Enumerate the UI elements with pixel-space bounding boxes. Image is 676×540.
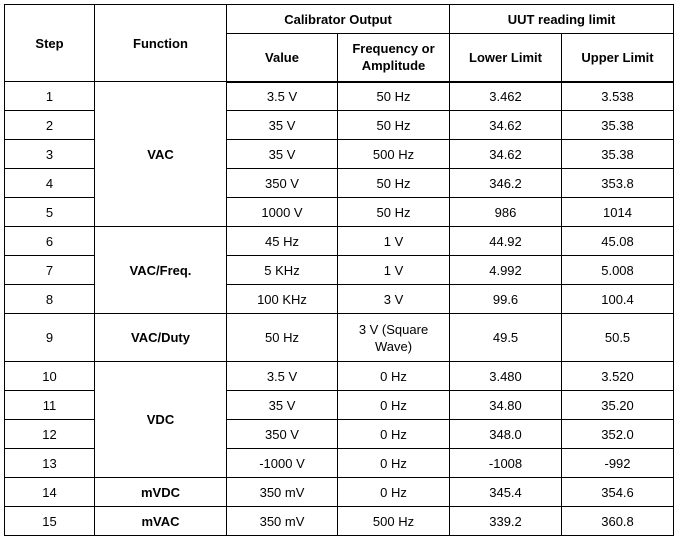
cell-step: 12 (5, 420, 95, 449)
cell-lower-limit: 345.4 (450, 478, 562, 507)
cell-freq-amp: 50 Hz (338, 198, 450, 227)
cell-step: 11 (5, 391, 95, 420)
cell-function: VAC/Duty (95, 314, 227, 362)
cell-lower-limit: -1008 (450, 449, 562, 478)
cell-upper-limit: 35.20 (562, 391, 674, 420)
cell-freq-amp: 3 V (338, 285, 450, 314)
cell-function: mVDC (95, 478, 227, 507)
cell-freq-amp: 500 Hz (338, 507, 450, 536)
cell-freq-amp: 0 Hz (338, 420, 450, 449)
cell-step: 15 (5, 507, 95, 536)
cell-lower-limit: 986 (450, 198, 562, 227)
cell-freq-amp: 500 Hz (338, 140, 450, 169)
cell-value: 1000 V (227, 198, 338, 227)
cell-value: 45 Hz (227, 227, 338, 256)
cell-upper-limit: 354.6 (562, 478, 674, 507)
cell-value: -1000 V (227, 449, 338, 478)
table-row (5, 82, 674, 111)
table-row (5, 507, 674, 536)
cell-upper-limit: 35.38 (562, 111, 674, 140)
cell-step: 9 (5, 314, 95, 362)
cell-freq-amp: 1 V (338, 256, 450, 285)
cell-freq-amp: 0 Hz (338, 449, 450, 478)
cell-freq-amp: 50 Hz (338, 111, 450, 140)
cell-upper-limit: 3.538 (562, 82, 674, 111)
cell-step: 3 (5, 140, 95, 169)
header-calibrator-output: Calibrator Output (227, 5, 450, 34)
cell-value: 35 V (227, 111, 338, 140)
cell-value: 350 mV (227, 507, 338, 536)
cell-lower-limit: 34.80 (450, 391, 562, 420)
cell-lower-limit: 3.462 (450, 82, 562, 111)
cell-value: 100 KHz (227, 285, 338, 314)
cell-value: 50 Hz (227, 314, 338, 362)
cell-value: 350 V (227, 420, 338, 449)
cell-freq-amp: 0 Hz (338, 478, 450, 507)
cell-step: 8 (5, 285, 95, 314)
cell-upper-limit: 3.520 (562, 362, 674, 391)
table-row (5, 314, 674, 362)
cell-freq-amp: 3 V (Square Wave) (338, 314, 450, 362)
cell-upper-limit: 100.4 (562, 285, 674, 314)
header-value: Value (227, 34, 338, 82)
cell-value: 5 KHz (227, 256, 338, 285)
cell-function: mVAC (95, 507, 227, 536)
header-uut-reading-limit: UUT reading limit (450, 5, 674, 34)
cell-lower-limit: 34.62 (450, 111, 562, 140)
cell-value: 3.5 V (227, 362, 338, 391)
cell-value: 350 mV (227, 478, 338, 507)
cell-upper-limit: 353.8 (562, 169, 674, 198)
cell-step: 2 (5, 111, 95, 140)
cell-step: 4 (5, 169, 95, 198)
cell-step: 14 (5, 478, 95, 507)
cell-upper-limit: -992 (562, 449, 674, 478)
cell-value: 350 V (227, 169, 338, 198)
cell-freq-amp: 50 Hz (338, 169, 450, 198)
header-frequency-or-amplitude: Frequency or Amplitude (338, 34, 450, 82)
cell-lower-limit: 348.0 (450, 420, 562, 449)
calibration-table (4, 4, 674, 536)
header-step: Step (5, 5, 95, 82)
cell-upper-limit: 352.0 (562, 420, 674, 449)
table-row (5, 478, 674, 507)
cell-value: 35 V (227, 391, 338, 420)
header-function: Function (95, 5, 227, 82)
cell-step: 5 (5, 198, 95, 227)
table-row (5, 227, 674, 256)
cell-upper-limit: 5.008 (562, 256, 674, 285)
cell-freq-amp: 50 Hz (338, 82, 450, 111)
header-lower-limit: Lower Limit (450, 34, 562, 82)
cell-step: 10 (5, 362, 95, 391)
cell-lower-limit: 3.480 (450, 362, 562, 391)
cell-upper-limit: 360.8 (562, 507, 674, 536)
cell-upper-limit: 35.38 (562, 140, 674, 169)
cell-function: VDC (95, 362, 227, 478)
cell-function: VAC/Freq. (95, 227, 227, 314)
cell-lower-limit: 49.5 (450, 314, 562, 362)
cell-freq-amp: 1 V (338, 227, 450, 256)
cell-value: 35 V (227, 140, 338, 169)
cell-step: 13 (5, 449, 95, 478)
table-row (5, 362, 674, 391)
cell-freq-amp: 0 Hz (338, 362, 450, 391)
cell-upper-limit: 50.5 (562, 314, 674, 362)
cell-value: 3.5 V (227, 82, 338, 111)
cell-upper-limit: 45.08 (562, 227, 674, 256)
cell-step: 6 (5, 227, 95, 256)
cell-freq-amp: 0 Hz (338, 391, 450, 420)
cell-function: VAC (95, 82, 227, 227)
cell-lower-limit: 34.62 (450, 140, 562, 169)
header-upper-limit: Upper Limit (562, 34, 674, 82)
cell-lower-limit: 4.992 (450, 256, 562, 285)
cell-upper-limit: 1014 (562, 198, 674, 227)
cell-lower-limit: 44.92 (450, 227, 562, 256)
cell-step: 1 (5, 82, 95, 111)
cell-lower-limit: 339.2 (450, 507, 562, 536)
cell-lower-limit: 346.2 (450, 169, 562, 198)
cell-step: 7 (5, 256, 95, 285)
cell-lower-limit: 99.6 (450, 285, 562, 314)
